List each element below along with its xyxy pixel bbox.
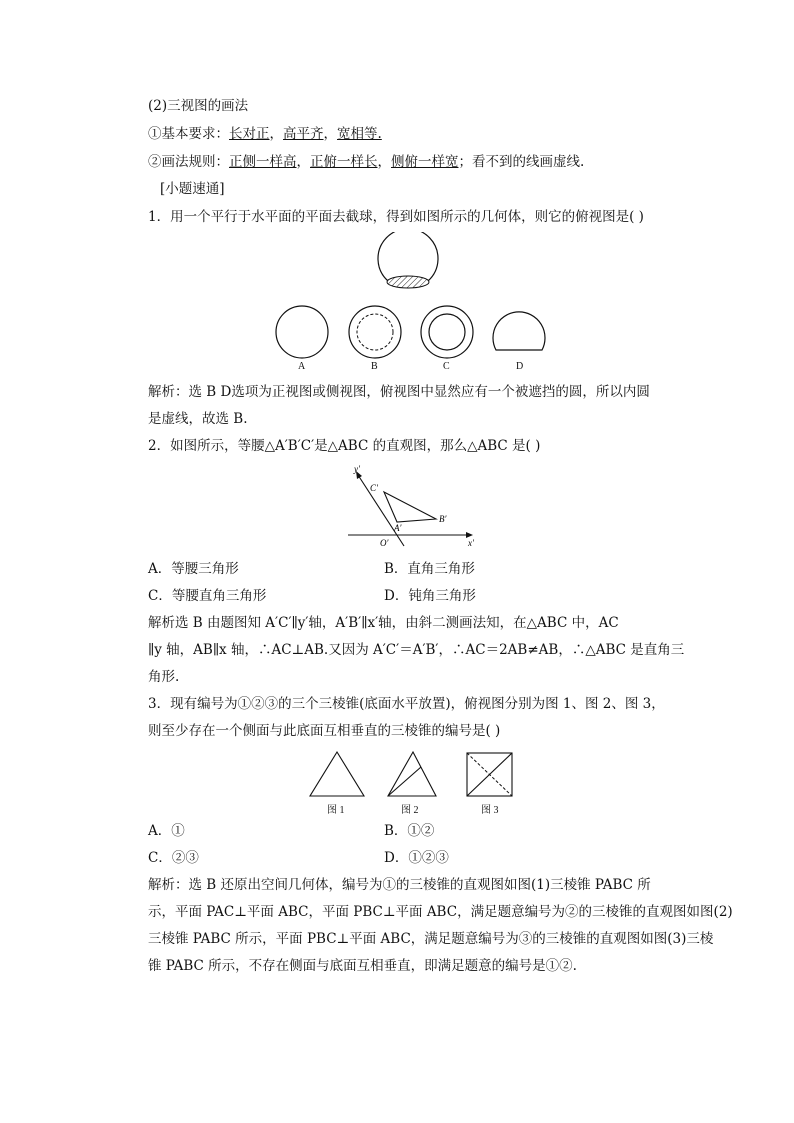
q3-option-c: C．②③ (148, 850, 199, 866)
rule-item-1: 正侧一样高 (229, 154, 297, 170)
q3-option-a: A．① (148, 823, 185, 839)
rule-prefix: ②画法规则： (148, 154, 229, 170)
q1-label-d: D (516, 361, 524, 372)
q2-option-b: B．直角三角形 (384, 561, 475, 577)
q3-stem-1: 3．现有编号为①②③的三个三棱锥(底面水平放置)，俯视图分别为图 1、图 2、图 3， (148, 696, 665, 712)
triangle-abc (384, 492, 436, 522)
q1-option-b-figure (346, 305, 406, 361)
basic-item-2: 高平齐 (283, 126, 324, 142)
label-y: y′ (354, 464, 360, 474)
q3-label-2: 图 2 (401, 805, 419, 816)
q2-option-a: A．等腰三角形 (148, 561, 239, 577)
rule-sep-2: ， (377, 154, 391, 170)
q2-analysis-3: 角形. (148, 669, 180, 685)
q2-option-d: D．钝角三角形 (384, 588, 476, 604)
q3-option-b: B．①② (384, 823, 435, 839)
rule-item-2: 正俯一样长 (310, 154, 378, 170)
section-title: (2)三视图的画法 (148, 98, 249, 114)
basic-item-3: 宽相等. (337, 126, 382, 142)
drawing-rule (148, 153, 584, 171)
q3-figure-1 (306, 750, 368, 800)
q3-stem-2: 则至少存在一个侧面与此底面互相垂直的三棱锥的编号是( ) (148, 723, 501, 739)
q2-stem: 2．如图所示，等腰△A′B′C′是△ABC 的直观图，那么△ABC 是( ) (148, 438, 541, 454)
basic-prefix: ①基本要求： (148, 126, 229, 142)
q3-figure-2 (384, 750, 440, 800)
quick-title: [小题速通] (160, 181, 225, 197)
q1-option-d-figure (490, 305, 550, 361)
label-c: C′ (370, 483, 378, 493)
q3-analysis-2: 示，平面 PAC⊥平面 ABC，平面 PBC⊥平面 ABC，满足题意编号为②的三棱锥的直观图如图(2) (148, 904, 733, 920)
q1-analysis-2: 是虚线，故选 B. (148, 411, 248, 427)
rule-sep-1: ， (296, 154, 310, 170)
rule-item-3: 侧俯一样宽 (391, 154, 459, 170)
basic-requirement (148, 125, 382, 143)
q1-option-a-figure (272, 305, 332, 361)
q3-figure-3 (464, 750, 518, 800)
cross-section (387, 276, 429, 288)
q2-analysis-1: 解析选 B 由题图知 A′C′∥y′轴，A′B′∥x′轴，由斜二测画法知，在△ABC 中，AC (148, 615, 619, 631)
q3-analysis-1: 解析：选 B 还原出空间几何体，编号为①的三棱锥的直观图如图(1)三棱锥 PABC 所 (148, 877, 651, 893)
rule-suffix: ；看不到的线画虚线. (458, 154, 585, 170)
q3-label-1: 图 1 (327, 805, 345, 816)
q1-label-a: A (298, 361, 306, 372)
basic-sep-2: ， (323, 126, 337, 142)
q3-analysis-4: 锥 PABC 所示，不存在侧面与底面互相垂直，即满足题意的编号是①②. (148, 958, 577, 974)
q3-label-3: 图 3 (481, 805, 499, 816)
basic-item-1: 长对正 (229, 126, 270, 142)
q3-analysis-3: 三棱锥 PABC 所示，平面 PBC⊥平面 ABC，满足题意编号为③的三棱锥的直观图如图(3)三棱 (148, 931, 714, 947)
q1-option-c-figure (418, 305, 478, 361)
q1-label-b: B (371, 361, 378, 372)
label-b: B′ (439, 514, 447, 524)
q2-analysis-2: ∥y 轴，AB∥x 轴，∴AC⊥AB.又因为 A′C′＝A′B′，∴AC＝2AB≠AB，∴△ABC 是直角三 (148, 642, 685, 658)
label-o: O′ (380, 538, 389, 548)
label-a: A′ (394, 523, 402, 533)
q1-main-figure (372, 232, 444, 296)
q2-figure (340, 462, 480, 550)
q1-label-c: C (443, 361, 450, 372)
q1-stem: 1．用一个平行于水平面的平面去截球，得到如图所示的几何体，则它的俯视图是( ) (148, 209, 644, 225)
q1-analysis-1: 解析：选 B D选项为正视图或侧视图，俯视图中显然应有一个被遮挡的圆，所以内圆 (148, 384, 650, 400)
q2-option-c: C．等腰直角三角形 (148, 588, 267, 604)
label-x: x′ (468, 538, 474, 548)
q3-option-d: D．①②③ (384, 850, 449, 866)
basic-sep-1: ， (269, 126, 283, 142)
